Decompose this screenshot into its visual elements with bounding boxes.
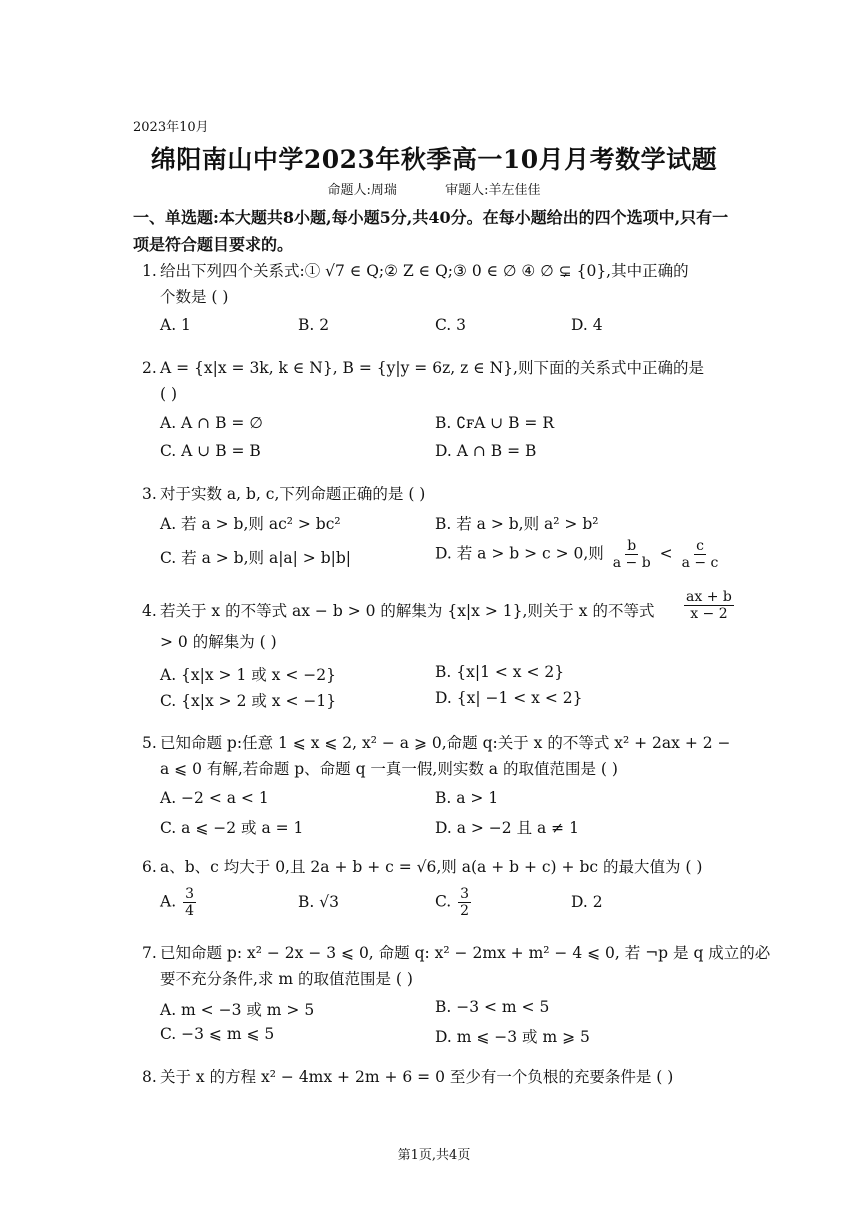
question-line: 要不充分条件,求 m 的取值范围是 ( ) — [160, 970, 413, 988]
option-a: A. m < −3 或 m > 5 — [160, 1001, 315, 1019]
question-line: ( ) — [160, 385, 178, 403]
question-line: 个数是 ( ) — [160, 288, 229, 306]
option-b: B. a > 1 — [435, 789, 499, 807]
fraction: $\frac{3}{4}$ — [185, 886, 194, 919]
question-line: 关于 x 的方程 x² − 4mx + 2m + 6 = 0 至少有一个负根的充要条件是 ( ) — [160, 1068, 674, 1086]
option-c: C. a ⩽ −2 或 a = 1 — [160, 819, 304, 837]
exam-date: 2023年10月 — [133, 120, 209, 135]
exam-title: 绵阳南山中学2023年秋季高一10月月考数学试题 — [150, 145, 718, 174]
option-d: D. 2 — [571, 893, 603, 911]
exam-setters — [0, 179, 868, 198]
option-d: D. a > −2 且 a ≠ 1 — [435, 819, 579, 837]
option-a: A. 1 — [160, 316, 191, 334]
option-c: C. 若 a > b,则 a|a| > b|b| — [160, 549, 352, 567]
section-heading: 一、单选题:本大题共8小题,每小题5分,共40分。在每小题给出的四个选项中,只有一项是符合题目要求的。 — [133, 208, 729, 254]
question-number: 1. — [142, 262, 157, 280]
question-line: > 0 的解集为 ( ) — [160, 633, 277, 651]
question-line: 给出下列四个关系式:① √7 ∈ Q;② Z ∈ Q;③ 0 ∈ ∅ ④ ∅ ⊊ {0},其中正确的 — [160, 262, 689, 280]
option-a: A. A ∩ B = ∅ — [160, 414, 263, 432]
option-b: B. √3 — [298, 893, 339, 911]
option-a: A. −2 < a < 1 — [160, 789, 269, 807]
option-c: C. −3 ⩽ m ⩽ 5 — [160, 1025, 275, 1043]
option-c: C. A ∪ B = B — [160, 442, 261, 460]
question-line: 已知命题 p:任意 1 ⩽ x ⩽ 2, x² − a ⩾ 0,命题 q:关于 x 的不等式 x² + 2ax + 2 − — [160, 734, 731, 752]
option-a: A. 若 a > b,则 ac² > bc² — [160, 515, 341, 533]
question-number: 3. — [142, 485, 157, 503]
option-b: B. 若 a > b,则 a² > b² — [435, 515, 599, 533]
question-line: a ⩽ 0 有解,若命题 p、命题 q 一真一假,则实数 a 的取值范围是 ( ) — [160, 760, 618, 778]
fraction: $\frac{c}{a - c}$ — [681, 538, 719, 571]
option-d: D. 4 — [571, 316, 603, 334]
option-a: A. $\frac{3}{4}$ — [160, 886, 194, 919]
option-a: A. {x|x > 1 或 x < −2} — [160, 666, 336, 684]
page-footer: 第1页,共4页 — [397, 1148, 471, 1163]
option-d: D. m ⩽ −3 或 m ⩾ 5 — [435, 1028, 590, 1046]
option-b: B. ∁ꜰA ∪ B = R — [435, 414, 555, 432]
question-line: 已知命题 p: x² − 2x − 3 ⩽ 0, 命题 q: x² − 2mx + m² − 4 ⩽ 0, 若 ¬p 是 q 成立的必 — [160, 944, 771, 962]
setter-name: 命题人:周瑞 — [327, 183, 397, 198]
option-c: C. $\frac{3}{2}$ — [435, 886, 470, 919]
option-d-text: D. 若 a > b > c > 0,则 — [435, 544, 604, 563]
option-b: B. −3 < m < 5 — [435, 998, 550, 1016]
question-line: 对于实数 a, b, c,下列命题正确的是 ( ) — [160, 485, 426, 503]
question-number: 6. — [142, 858, 157, 876]
question-number: 2. — [142, 359, 157, 377]
fraction: $\frac{b}{a - b}$ — [612, 538, 651, 571]
option-d: D. 若 a > b > c > 0,则 $\frac{b}{a - b}$ < $\frac{c}{a - c}$ — [435, 538, 719, 571]
question-line: A = {x|x = 3k, k ∈ N}, B = {y|y = 6z, z ∈ N},则下面的关系式中正确的是 — [160, 359, 704, 377]
option-d: D. A ∩ B = B — [435, 442, 537, 460]
fraction: $\frac{3}{2}$ — [460, 886, 470, 919]
question-number: 7. — [142, 944, 157, 962]
option-c: C. {x|x > 2 或 x < −1} — [160, 692, 337, 710]
option-b: B. 2 — [298, 316, 330, 334]
question-number: 5. — [142, 734, 157, 752]
question-number: 4. — [142, 602, 157, 620]
question-line: 若关于 x 的不等式 ax − b > 0 的解集为 {x|x > 1},则关于 x 的不等式 — [160, 602, 655, 620]
question-line: a、b、c 均大于 0,且 2a + b + c = √6,则 a(a + b + c) + bc 的最大值为 ( ) — [160, 858, 703, 876]
fraction: $\frac{ax + b}{x - 2}$ — [686, 589, 732, 622]
option-b: B. {x|1 < x < 2} — [435, 663, 565, 681]
question-number: 8. — [142, 1068, 157, 1086]
option-c: C. 3 — [435, 316, 467, 334]
reviewer-name: 审题人:羊左佳佳 — [445, 183, 541, 198]
option-d: D. {x| −1 < x < 2} — [435, 689, 583, 707]
